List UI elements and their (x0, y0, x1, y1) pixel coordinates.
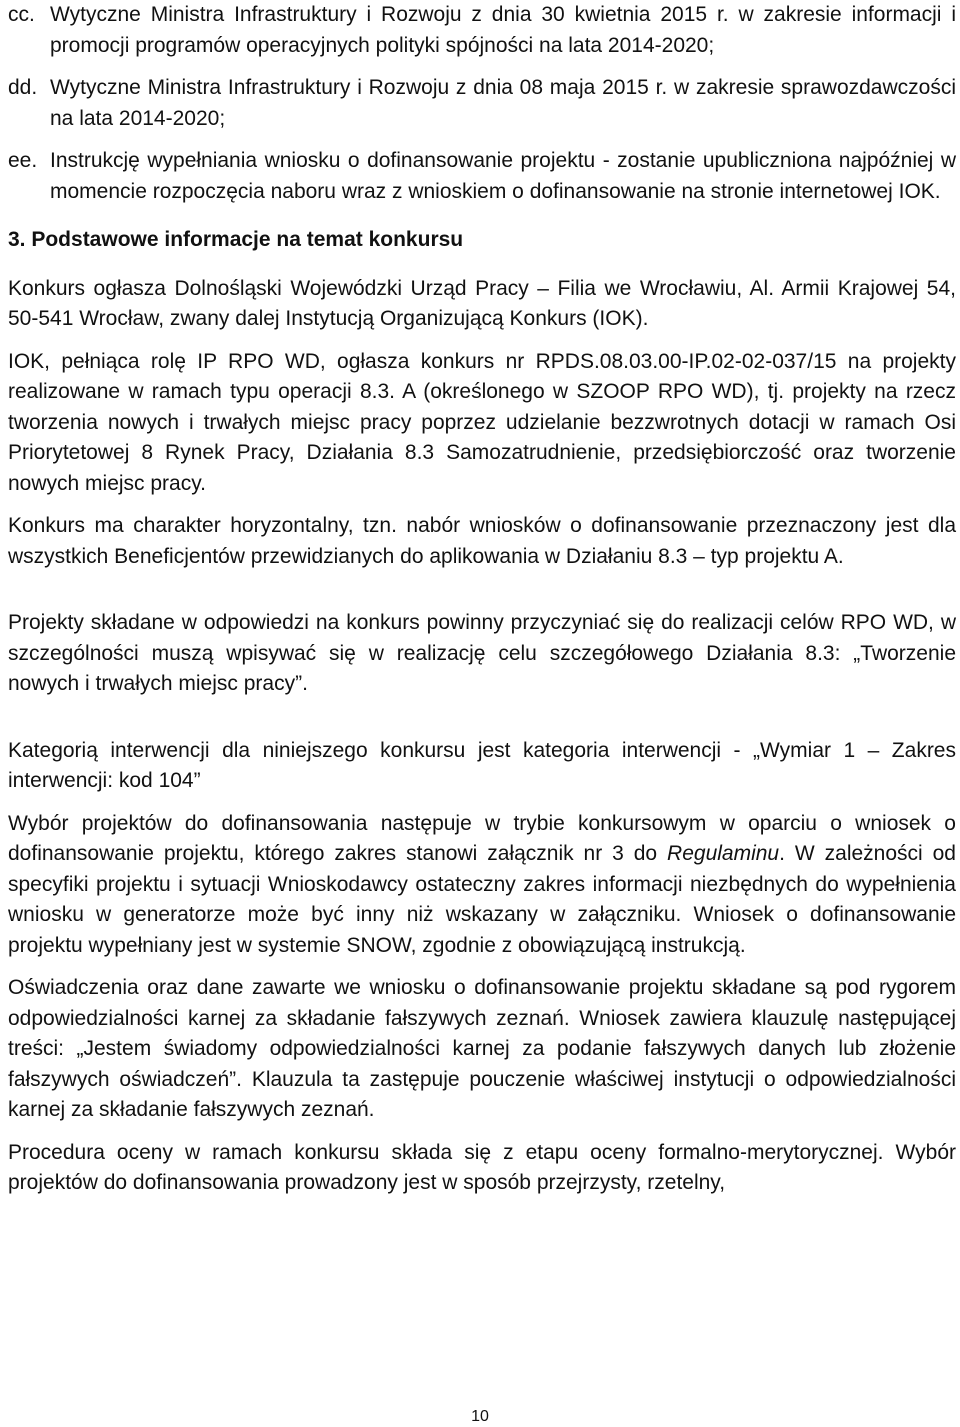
list-item-text: Wytyczne Ministra Infrastruktury i Rozwoju z dnia 30 kwietnia 2015 r. w zakresie informacji i promocji programów operacyjnych polityki spójności na lata 2014-2020; (50, 3, 956, 57)
paragraph-competition-number: IOK, pełniąca rolę IP RPO WD, ogłasza konkurs nr RPDS.08.03.00-IP.02-02-037/15 na projekty realizowane w ramach typu operacji 8.3. A (określonego w SZOOP RPO WD), tj. projekty na rzecz tworzenia nowych i trwałych miejsc pracy poprzez udzielanie bezzwrotnych dotacji w ramach Osi Priorytetowej 8 Rynek Pracy, Działania 8.3 Samozatrudnienie, przedsiębiorczość oraz tworzenie nowych miejsc pracy. (8, 349, 956, 495)
regulation-reference: Regulaminu (667, 842, 780, 865)
paragraph-horizontal: Konkurs ma charakter horyzontalny, tzn. nabór wniosków o dofinansowanie przeznaczony jest dla wszystkich Beneficjentów przewidzianych do aplikowania w Działaniu 8.3 – typ projektu A. (8, 514, 956, 568)
paragraph-selection-text: Wybór projektów do dofinansowania następuje w trybie konkursowym w oparciu o wniosek o dofinansowanie projektu, którego zakres stanowi załącznik nr 3 do (8, 811, 956, 865)
list-item (8, 0, 956, 61)
list-item (8, 146, 956, 207)
document-page (8, 0, 956, 1199)
section-heading: 3. Podstawowe informacje na temat konkursu (8, 228, 464, 251)
paragraph-organizer: Konkurs ogłasza Dolnośląski Wojewódzki Urząd Pracy – Filia we Wrocławiu, Al. Armii Krajowej 54, 50-541 Wrocław, zwany dalej Instytucją Organizującą Konkurs (IOK). (8, 276, 956, 330)
list-marker: ee. (8, 149, 38, 172)
list-marker: dd. (8, 76, 38, 99)
list-item-text: Wytyczne Ministra Infrastruktury i Rozwoju z dnia 08 maja 2015 r. w zakresie sprawozdawczości na lata 2014-2020; (50, 76, 956, 130)
list-marker: cc. (8, 3, 35, 26)
list-item-text: Instrukcję wypełniania wniosku o dofinansowanie projektu - zostanie upubliczniona najpóźniej w momencie rozpoczęcia naboru wraz z wnioskiem o dofinansowanie na stronie internetowej IOK. (50, 149, 956, 203)
paragraph-selection-text-cont: . W zależności od specyfiki projektu i sytuacji Wnioskodawcy ostateczny zakres informacji niezbędnych do wypełnienia wniosku w generatorze może być inny niż wskazany w załączniku. Wniosek o dofinansowanie projektu wypełniany jest w systemie SNOW, zgodnie z obowiązującą instrukcją. (8, 842, 956, 957)
paragraph-selection (8, 809, 956, 962)
paragraph-goals: Projekty składane w odpowiedzi na konkurs powinny przyczyniać się do realizacji celów RPO WD, w szczególności muszą wpisywać się w realizację celu szczegółowego Działania 8.3: „Tworzenie nowych i trwałych miejsc pracy”. (8, 611, 956, 695)
paragraph-evaluation: Procedura oceny w ramach konkursu składa się z etapu oceny formalno-merytorycznej. Wybór projektów do dofinansowania prowadzony jest w sposób przejrzysty, rzetelny, (8, 1140, 956, 1194)
paragraph-declarations: Oświadczenia oraz dane zawarte we wniosku o dofinansowanie projektu składane są pod rygorem odpowiedzialności karnej za składanie fałszywych zeznań. Wniosek zawiera klauzulę następującej treści: „Jestem świadomy odpowiedzialności karnej za podanie fałszywych danych lub złożenie fałszywych oświadczeń”. Klauzula ta zastępuje pouczenie właściwej instytucji o odpowiedzialności karnej za składanie fałszywych zeznań. (8, 976, 956, 1121)
paragraph-intervention-category: Kategorią interwencji dla niniejszego konkursu jest kategoria interwencji - „Wymiar 1 – Zakres interwencji: kod 104” (8, 738, 956, 792)
list-item (8, 73, 956, 134)
page-number: 10 (471, 1408, 489, 1425)
